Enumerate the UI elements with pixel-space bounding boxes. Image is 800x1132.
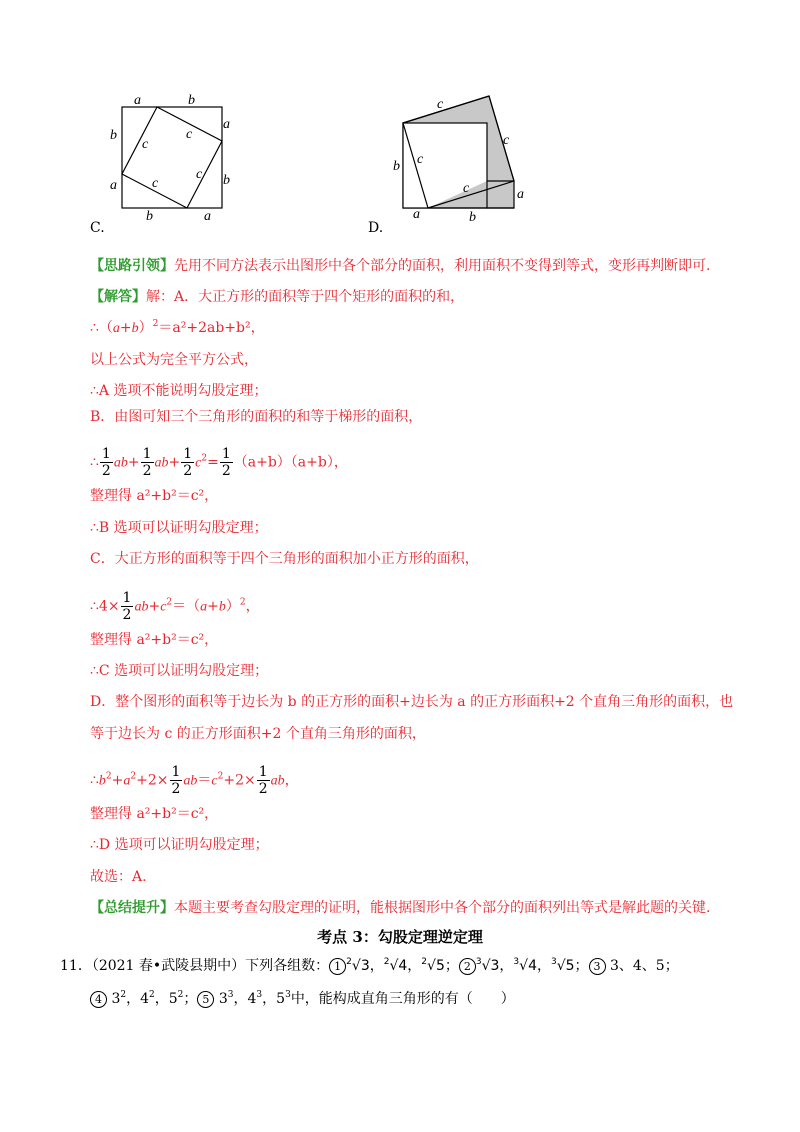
fig-c-a-top: a — [134, 93, 141, 108]
answer-b-intro: B．由图可知三个三角形的面积的和等于梯形的面积， — [90, 409, 423, 425]
figure-c-diagram — [110, 92, 250, 222]
a-eq-rhs: ＝a²+2ab+b²， — [158, 320, 265, 336]
a-eq-mid: ） — [138, 320, 153, 336]
fig-d-c-bottom: c — [463, 181, 470, 196]
fraction-half: $\frac{1}{2}$ — [142, 446, 152, 479]
answer-d-intro-2: 等于边长为 c 的正方形面积+2 个直角三角形的面积， — [90, 726, 426, 742]
answer-a-note: 以上公式为完全平方公式， — [90, 352, 258, 368]
option-c-label: C. — [90, 220, 105, 236]
summary-tag: 【总结提升】 — [90, 900, 174, 916]
fraction-half: $\frac{1}{2}$ — [221, 446, 231, 479]
answer-d-simplify: 整理得 a²+b²＝c²， — [90, 806, 219, 822]
summary-line — [90, 898, 710, 918]
fraction-half: $\frac{1}{2}$ — [171, 764, 181, 797]
section-heading: 考点 3：勾股定理逆定理 — [317, 928, 483, 946]
fig-c-b-left: b — [110, 128, 117, 143]
fig-c-a-left: a — [110, 178, 117, 193]
fig-d-c-right: c — [503, 133, 510, 148]
hint-text: 先用不同方法表示出图形中各个部分的面积，利用面积不变得到等式，变形再判断即可. — [174, 258, 711, 274]
fig-d-a-right: a — [517, 187, 524, 202]
fraction-half: $\frac{1}{2}$ — [258, 764, 268, 797]
answer-d-equation: $\therefore b^2+a^2+2\times$ $\frac{1}{2}$ $ab=c^2+2\times$ $\frac{1}{2}$ ab， — [90, 764, 299, 797]
answer-d-intro-1: D．整个图形的面积等于边长为 b 的正方形的面积+边长为 a 的正方形面积+2 个直角三角形的面积，也 — [90, 694, 734, 710]
fraction-half: $\frac{1}{2}$ — [122, 590, 132, 623]
answer-b-simplify: 整理得 a²+b²＝c²， — [90, 488, 219, 504]
fig-c-c-4: c — [152, 176, 159, 191]
answer-c-intro: C．大正方形的面积等于四个三角形的面积加小正方形的面积， — [90, 551, 479, 567]
fraction-half: $\frac{1}{2}$ — [183, 446, 193, 479]
answer-intro-line — [90, 287, 464, 307]
fig-d-a-bottom: a — [413, 207, 420, 222]
b-eq-tail: （a+b）（a+b）， — [233, 454, 348, 471]
summary-text: 本题主要考查勾股定理的证明，能根据图形中各个部分的面积列出等式是解此题的关键. — [174, 900, 711, 916]
fig-c-c-1: c — [142, 137, 149, 152]
answer-c-simplify: 整理得 a²+b²＝c²， — [90, 632, 219, 648]
fig-c-b-top: b — [188, 93, 195, 108]
question-11-line-1: 11．（2021 春•武陵县期中）下列各组数： 1 $^2$√3，$^2$√4，$^2$√5； 2 $^3$√3，$^3$√4，$^3$√5； 3 3、4、5； — [60, 957, 679, 974]
fig-c-a-bottom: a — [204, 209, 211, 222]
fig-d-c-top: c — [437, 97, 444, 112]
answer-a-conclusion: ∴A 选项不能说明勾股定理； — [90, 383, 268, 399]
answer-c-conclusion: ∴C 选项可以证明勾股定理； — [90, 663, 269, 679]
figure-d-diagram — [385, 88, 535, 223]
answer-intro: 解：A．大正方形的面积等于四个矩形的面积的和， — [146, 289, 465, 305]
answer-c-equation: ∴4× $\frac{1}{2}$ $ab+c^2=(a+b)^2$， — [90, 590, 260, 623]
fig-d-c-left: c — [417, 152, 424, 167]
question-number: 11． — [60, 958, 92, 974]
hint-tag: 【思路引领】 — [90, 258, 174, 274]
answer-b-conclusion: ∴B 选项可以证明勾股定理； — [90, 520, 268, 536]
fig-c-c-2: c — [186, 127, 193, 142]
fig-c-b-bottom: b — [146, 209, 153, 222]
fig-c-b-right: b — [223, 173, 230, 188]
fraction-half: $\frac{1}{2}$ — [101, 446, 111, 479]
option-d-label: D. — [368, 220, 384, 236]
fig-d-b-left: b — [393, 159, 400, 174]
a-eq-prefix: ∴（ — [90, 320, 113, 336]
hint-line — [90, 256, 710, 276]
question-tail: 中，能构成直角三角形的有（ ） — [290, 991, 515, 1007]
answer-d-conclusion: ∴D 选项可以证明勾股定理； — [90, 837, 269, 853]
answer-a-equation: $\therefore(a+b)^2=a^2+2ab+b^2$， — [90, 319, 265, 336]
answer-b-equation: ∴ $\frac{1}{2}$ ab+ $\frac{1}{2}$ ab+ $\frac{1}{2}$ $c^2=$ $\frac{1}{2}$ （a+b）（a+b）， — [90, 446, 348, 479]
question-source: （2021 春•武陵县期中）下列各组数： — [91, 958, 330, 974]
answer-tag: 【解答】 — [90, 289, 146, 305]
fig-c-c-3: c — [196, 167, 203, 182]
question-11-line-2: 4 $3^2$，$4^2$，$5^2$； 5 $3^3$，$4^3$，$5^3$中，能构成直角三角形的有（ ） — [90, 989, 515, 1009]
fig-d-b-bottom: b — [469, 210, 476, 223]
answer-final: 故选：A. — [90, 869, 147, 885]
fig-c-a-right: a — [223, 117, 230, 132]
